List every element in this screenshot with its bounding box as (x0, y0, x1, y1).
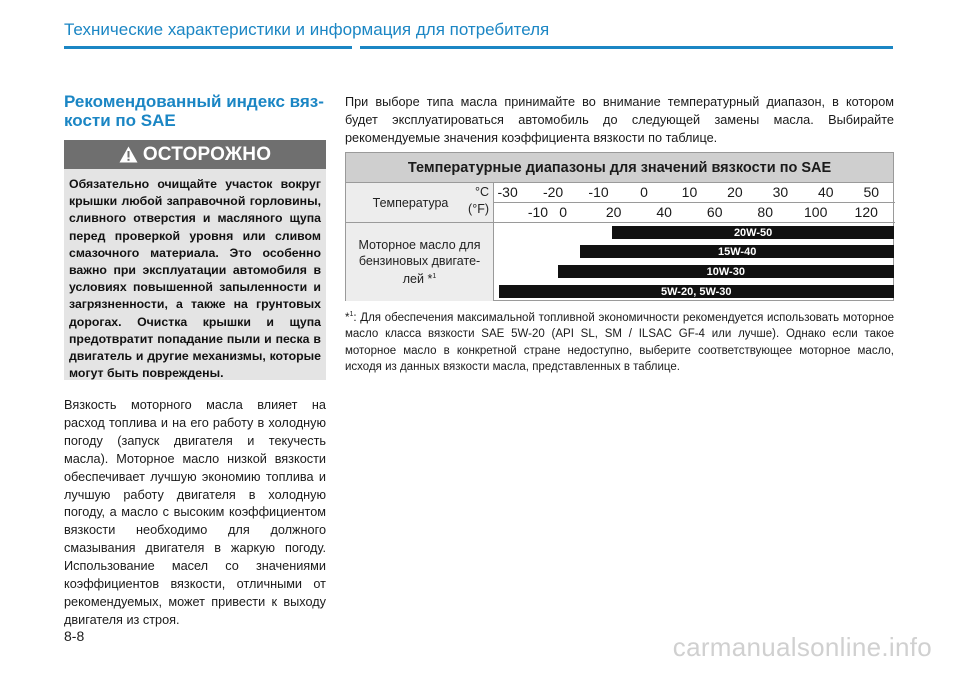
fahrenheit-tick: 60 (706, 204, 723, 220)
caution-text: Обязательно очищайте участок вокруг крышки любой заправочной горловины, сливного отверстия и масляного щупа перед проверкой уровня или сливом смазочного материала. Это особенно важно при эксплуатации автомобиля в условиях повышенной запыленности и загрязненности, а также на грунтовых дорогах. Очистка крышки и щупа предотвратит попадание пыли и песка в двигатель и другие механизмы, которые могут быть повреждены. (69, 177, 321, 381)
celsius-tick: 10 (681, 184, 698, 200)
section-title: Рекомендованный индекс вяз-кости по SAE (64, 92, 324, 130)
fahrenheit-unit: (°F) (468, 202, 489, 216)
celsius-tick: 50 (863, 184, 880, 200)
viscosity-bar: 15W-40 (580, 245, 894, 258)
page-number: 8-8 (64, 628, 85, 644)
oil-label-line2: бензиновых двигате- (358, 253, 481, 268)
caution-header (64, 140, 326, 169)
warning-triangle-icon (119, 146, 138, 163)
fahrenheit-tick: 120 (854, 204, 878, 220)
celsius-unit: °C (474, 185, 489, 199)
fahrenheit-tick: 40 (656, 204, 672, 220)
celsius-tick: -10 (588, 184, 609, 200)
celsius-tick: 0 (640, 184, 648, 200)
temperature-label: Температура (372, 195, 449, 210)
footnote-sup: 1 (349, 311, 354, 318)
celsius-scale (494, 183, 894, 202)
viscosity-temperature-table (345, 152, 894, 301)
caution-box (64, 140, 326, 380)
oil-label-cell (346, 223, 493, 301)
header-rule (64, 46, 893, 49)
footnote-marker: * (345, 311, 350, 324)
oil-label-sup: 1 (432, 272, 437, 280)
viscosity-bars (494, 223, 894, 301)
oil-label-line3-wrap (403, 269, 436, 287)
oil-label-line1: Моторное масло для (358, 237, 481, 252)
footnote-text: : Для обеспечения максимальной топливной экономичности рекомендуется использовать моторное масло класса вязкости SAE 5W-20 (API SL, SM / ILSAC GF-4 или лучше). Однако если такое моторное масло в конкретной стране недоступно, выберите соответствующее моторное масло, исходя из данных вязкости масла, представленных в таблице. (345, 311, 894, 374)
oil-label-line3: лей * (402, 272, 433, 287)
table-title: Температурные диапазоны для значений вязкости по SAE (346, 153, 893, 183)
caution-heading: ОСТОРОЖНО (142, 143, 272, 165)
fahrenheit-tick: 100 (804, 204, 828, 220)
fahrenheit-tick: 20 (605, 204, 622, 220)
footnote (345, 307, 894, 375)
celsius-tick: -20 (542, 184, 564, 200)
page-header-title: Технические характеристики и информация для потребителя (64, 20, 550, 39)
fahrenheit-tick: 80 (757, 204, 773, 220)
viscosity-paragraph: Вязкость моторного масла влияет на расход топлива и на его работу в холодную погоду (запуск двигателя и текучесть масла). Моторное масло низкой вязкости обеспечивает лучшую экономию топлива и лучшую работу двигателя в холодную погоду, а масло с высоким коэффициентом вязкости необходимо для должного смазывания двигателя в жаркую погоду. Использование масел со значениями коэффициентов вязкости, отличными от рекомендуемых, может привести к выходу двигателя из строя. (64, 398, 326, 627)
celsius-tick: 40 (818, 184, 834, 200)
viscosity-bar: 10W-30 (558, 265, 894, 278)
celsius-tick: 30 (772, 184, 789, 200)
header-rule-gap (352, 44, 360, 51)
celsius-tick: 20 (727, 184, 743, 200)
viscosity-bar: 20W-50 (612, 226, 894, 239)
celsius-tick: -30 (497, 184, 518, 200)
fahrenheit-tick: 0 (559, 204, 568, 220)
fahrenheit-scale (494, 203, 894, 222)
viscosity-bar: 5W-20, 5W-30 (499, 285, 894, 298)
fahrenheit-tick: -10 (527, 204, 549, 220)
oil-selection-paragraph: При выборе типа масла принимайте во внимание температурный диапазон, в котором будет эксплуатироваться автомобиль до следующей замены масла. Выбирайте рекомендуемые значения коэффициента вязкости по таблице. (345, 95, 894, 145)
watermark: carmanualsonline.info (672, 632, 932, 662)
